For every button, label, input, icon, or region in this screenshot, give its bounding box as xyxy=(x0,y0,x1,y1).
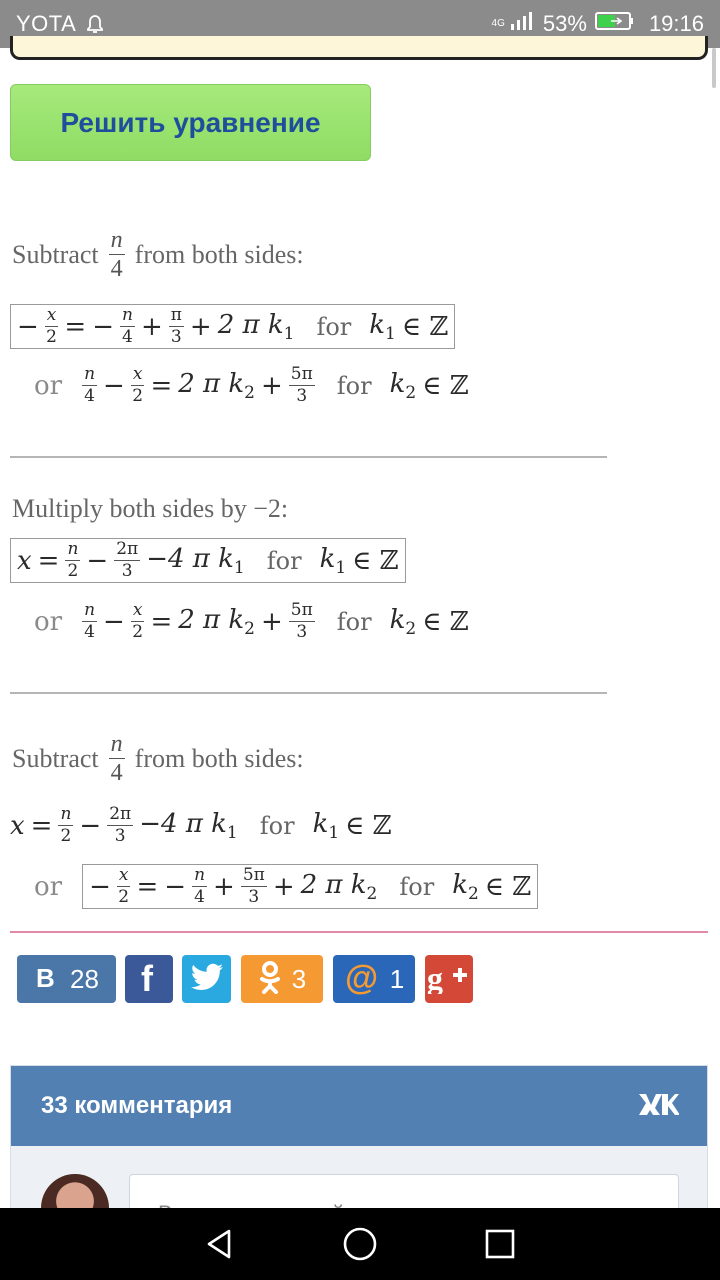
signal-icon xyxy=(509,10,535,38)
share-count: 3 xyxy=(291,963,307,994)
carrier-name: YOTA xyxy=(16,11,77,36)
fraction: $\frac{5\pi}{3}$ xyxy=(290,364,313,406)
solve-equation-button[interactable]: Решить уравнение xyxy=(10,84,371,161)
solution-steps xyxy=(0,200,720,910)
fraction: $\frac{\pi}{3}$ xyxy=(170,305,182,347)
twitter-icon xyxy=(190,963,224,996)
facebook-icon xyxy=(136,959,162,1000)
fraction: $\frac{x}{2}$ xyxy=(118,865,130,907)
battery-icon xyxy=(595,10,635,38)
equation-alt: or − $\frac{x}{2}$ = − $\frac{n}{4}$ + $\frac{5\pi}{3}$ + 2 π $k_2$ for $k_2$ ∈ ℤ xyxy=(34,864,538,909)
equation-alt: or $\frac{n}{4}$ − $\frac{x}{2}$ = 2 π $k_2$ + $\frac{5\pi}{3}$ for $k_2$ ∈ ℤ xyxy=(34,364,469,406)
previous-input-box xyxy=(10,36,708,60)
comments-header xyxy=(11,1066,707,1146)
share-count: 28 xyxy=(70,963,99,994)
fraction: $\frac{n}{4}$ xyxy=(110,227,123,282)
mailru-share-button[interactable] xyxy=(333,955,415,1003)
fraction: $\frac{n}{4}$ xyxy=(84,600,96,642)
share-count: 1 xyxy=(389,963,405,994)
network-type: 4G xyxy=(491,18,505,29)
battery-percent: 53% xyxy=(542,11,587,36)
googleplus-icon xyxy=(427,960,471,999)
fraction: $\frac{n}{2}$ xyxy=(60,804,72,846)
step-title xyxy=(12,494,288,524)
fraction: $\frac{x}{2}$ xyxy=(132,364,144,406)
separator-line xyxy=(10,931,708,933)
home-icon[interactable] xyxy=(330,1214,390,1274)
at-sign-icon xyxy=(344,959,380,1000)
fraction: $\frac{x}{2}$ xyxy=(46,305,57,347)
step-title xyxy=(12,732,304,785)
step-title-text: Subtract xyxy=(12,239,99,269)
fraction: $\frac{n}{2}$ xyxy=(67,539,79,581)
comments-widget xyxy=(10,1065,708,1225)
svg-text:@: @ xyxy=(344,958,378,995)
vk-share-button[interactable] xyxy=(17,955,116,1003)
svg-text:f: f xyxy=(141,958,153,995)
odnoklassniki-share-button[interactable] xyxy=(241,955,323,1003)
vk-logo-icon[interactable] xyxy=(637,1090,679,1123)
googleplus-share-button[interactable] xyxy=(425,955,473,1003)
equation-boxed: − $\frac{x}{2}$ = − $\frac{n}{4}$ + $\frac{5\pi}{3}$ + 2 π $k_2$ for $k_2$ ∈ ℤ xyxy=(82,864,538,909)
step-title xyxy=(12,228,304,281)
equation-boxed: x = $\frac{n}{2}$ − $\frac{2\pi}{3}$ −4 π $k_1$ for $k_1$ ∈ ℤ xyxy=(10,538,406,583)
fraction: $\frac{n}{4}$ xyxy=(194,865,206,907)
equation: x = $\frac{n}{2}$ − $\frac{2\pi}{3}$ −4 π $k_1$ for $k_1$ ∈ ℤ xyxy=(10,804,392,846)
equation-boxed: − $\frac{x}{2}$ = − $\frac{n}{4}$ + $\frac{\pi}{3}$ + 2 π $k_1$ for $k_1$ ∈ ℤ xyxy=(10,304,455,349)
step-title-text: from both sides: xyxy=(134,743,304,773)
svg-text:B: B xyxy=(36,963,55,990)
fraction: $\frac{x}{2}$ xyxy=(132,600,144,642)
fraction: $\frac{5\pi}{3}$ xyxy=(242,865,265,907)
comments-count: 33 комментария xyxy=(41,1092,233,1119)
recent-apps-icon[interactable] xyxy=(470,1214,530,1274)
fraction: $\frac{5\pi}{3}$ xyxy=(290,600,313,642)
twitter-share-button[interactable] xyxy=(182,955,231,1003)
odnoklassniki-icon xyxy=(258,960,282,999)
fraction: $\frac{n}{4}$ xyxy=(110,731,123,786)
scrollbar[interactable] xyxy=(712,48,716,88)
step-title-text: Multiply both sides by −2: xyxy=(12,494,289,523)
back-icon[interactable] xyxy=(190,1214,250,1274)
navigation-bar xyxy=(0,1208,720,1280)
vk-icon xyxy=(34,964,60,995)
fraction: $\frac{n}{4}$ xyxy=(121,305,133,347)
divider xyxy=(10,456,607,458)
svg-text:g: g xyxy=(427,959,443,994)
equation-alt: or $\frac{n}{4}$ − $\frac{x}{2}$ = 2 π $k_2$ + $\frac{5\pi}{3}$ for $k_2$ ∈ ℤ xyxy=(34,600,469,642)
facebook-share-button[interactable] xyxy=(125,955,173,1003)
fraction: $\frac{2\pi}{3}$ xyxy=(116,539,139,581)
fraction: $\frac{n}{4}$ xyxy=(84,364,96,406)
clock: 19:16 xyxy=(648,11,704,36)
fraction: $\frac{2\pi}{3}$ xyxy=(109,804,132,846)
step-title-text: Subtract xyxy=(12,743,99,773)
bell-icon xyxy=(84,13,106,35)
divider xyxy=(10,692,607,694)
step-title-text: from both sides: xyxy=(134,239,304,269)
